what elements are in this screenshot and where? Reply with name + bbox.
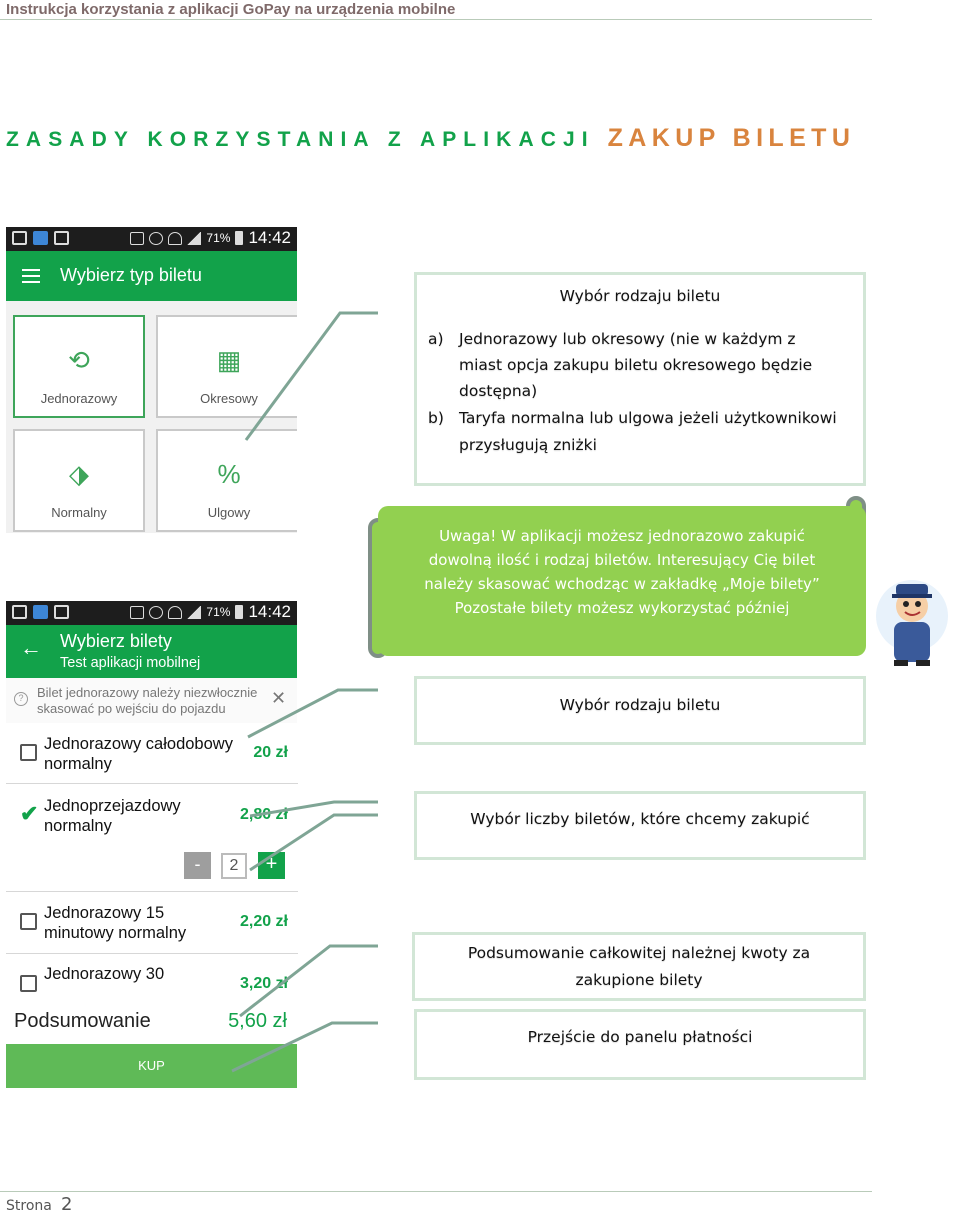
callout-text: Wybór liczby biletów, które chcemy zakupić <box>470 810 810 828</box>
tile-label: Ulgowy <box>207 505 251 520</box>
info-text-line2: skasować po wejściu do pojazdu <box>37 701 226 716</box>
tile-label: Normalny <box>51 505 107 520</box>
ticket-price: 20 zł <box>253 744 288 761</box>
footer-rule <box>0 1191 872 1192</box>
note-line3: należy skasować wchodząc w zakładkę „Moje bilety” <box>424 575 820 593</box>
status-time: 14:42 <box>248 602 291 621</box>
ticket-price: 2,20 zł <box>239 913 288 930</box>
page-footer <box>6 1194 72 1214</box>
connector-line <box>240 946 378 1016</box>
footer-label: Strona <box>6 1198 52 1214</box>
app-bar-subtitle: Test aplikacji mobilnej <box>60 655 201 671</box>
battery-level: 71% <box>206 605 231 619</box>
tag-icon: ⬗ <box>69 459 89 489</box>
list-marker-b: b) <box>428 409 444 427</box>
history-icon: ⟲ <box>68 345 90 375</box>
summary-label: Podsumowanie <box>14 1010 151 1032</box>
note-line1: Uwaga! W aplikacji możesz jednorazowo zakupić <box>439 527 805 545</box>
close-icon[interactable]: ✕ <box>271 688 287 708</box>
discount-tag-icon: % <box>217 459 241 489</box>
info-icon: ? <box>14 692 28 706</box>
list-marker-a: a) <box>428 330 444 348</box>
app-bar-title: Wybierz typ biletu <box>60 265 202 285</box>
callout-a-line1: Jednorazowy lub okresowy (nie w każdym z <box>459 330 796 348</box>
callout-text-line1: Podsumowanie całkowitej należnej kwoty za <box>467 944 811 962</box>
note-line4: Pozostałe bilety możesz wykorzystać później <box>454 599 790 617</box>
callout-a-line2: miast opcja zakupu biletu okresowego będzie <box>459 356 813 374</box>
callout-text-line2: zakupione bilety <box>575 971 703 989</box>
battery-level: 71% <box>206 231 231 245</box>
section-title-main: ZASADY KORZYSTANIA Z APLIKACJI <box>6 128 595 151</box>
ticket-name-line1: Jednorazowy 30 <box>44 965 165 983</box>
connector-line <box>246 313 378 440</box>
section-title-accent: ZAKUP BILETU <box>607 124 856 152</box>
page-number: 2 <box>60 1194 73 1214</box>
callout-b-line2: przysługują zniżki <box>459 436 597 454</box>
connector-line <box>248 690 378 737</box>
ticket-name-line2: normalny <box>44 755 112 773</box>
callout-b-line1: Taryfa normalna lub ulgowa jeżeli użytkownikowi <box>459 409 837 427</box>
calendar-icon: ▦ <box>216 345 242 375</box>
ticket-name-line1: Jednorazowy całodobowy <box>44 735 233 753</box>
increment-button[interactable]: + <box>258 852 285 879</box>
info-text-line1: Bilet jednorazowy należy niezwłocznie <box>37 685 258 700</box>
quantity-value[interactable]: 2 <box>221 853 247 879</box>
summary-value: 5,60 zł <box>228 1010 287 1032</box>
connector-line <box>250 815 378 870</box>
ticket-name-line1: Jednorazowy 15 <box>44 904 165 922</box>
status-time: 14:42 <box>248 228 291 247</box>
tile-label: Okresowy <box>200 391 258 406</box>
ticket-price: 2,80 zł <box>239 806 288 823</box>
callout-title: Wybór rodzaju biletu <box>559 287 721 305</box>
callout-text: Przejście do panelu płatności <box>527 1028 753 1046</box>
ticket-name-line1: Jednoprzejazdowy <box>44 797 181 815</box>
ticket-price: 3,20 zł <box>239 975 288 992</box>
ticket-name-line2: minutowy normalny <box>44 924 187 942</box>
checkbox-checked[interactable]: ✔ <box>20 801 39 826</box>
document-header: Instrukcja korzystania z aplikacji GoPay na urządzenia mobilne <box>6 1 456 18</box>
decrement-button[interactable]: - <box>184 852 211 879</box>
tile-label: Jednorazowy <box>40 391 118 406</box>
connector-line <box>232 1023 378 1071</box>
callout-a-line3: dostępna) <box>459 382 538 400</box>
app-bar-title: Wybierz bilety <box>60 631 172 651</box>
note-line2: dowolną ilość i rodzaj biletów. Interesujący Cię bilet <box>428 551 816 569</box>
ticket-name-line2: normalny <box>44 817 112 835</box>
callout-text: Wybór rodzaju biletu <box>559 696 721 714</box>
back-arrow-icon[interactable]: ← <box>20 635 42 660</box>
buy-button[interactable]: KUP <box>6 1044 297 1088</box>
